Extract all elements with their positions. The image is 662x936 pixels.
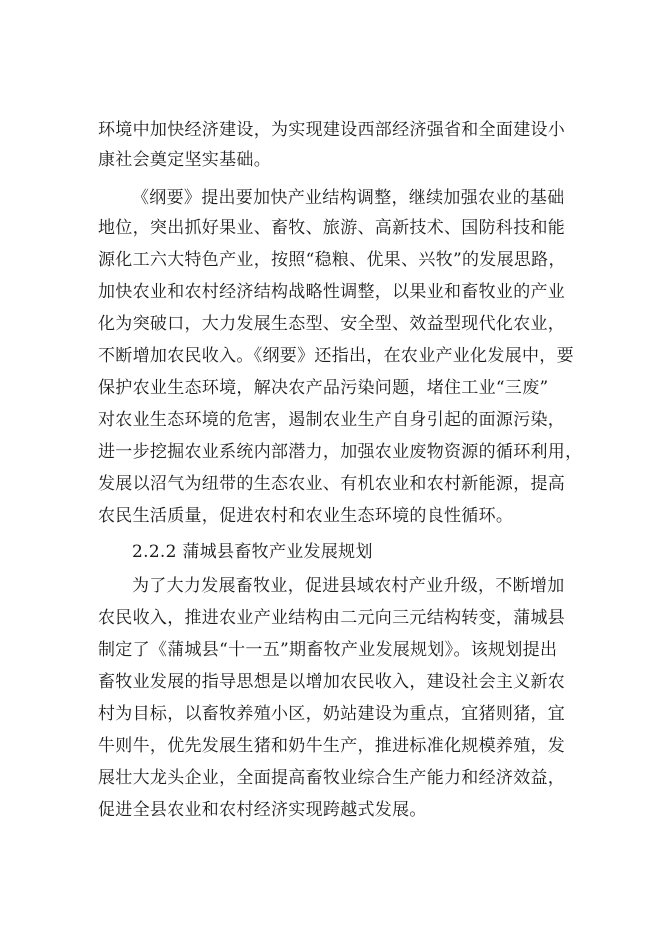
paragraph-line: 化为突破口，大力发展生态型、安全型、效益型现代化农业， bbox=[98, 314, 566, 334]
paragraph-line: 牛则牛，优先发展生猪和奶牛生产，推进标准化规模养殖，发 bbox=[98, 736, 566, 756]
paragraph-line: 畜牧业发展的指导思想是以增加农民收入，建设社会主义新农 bbox=[98, 672, 566, 692]
paragraph-line: 源化工六大特色产业，按照“稳粮、优果、兴牧”的发展思路， bbox=[98, 250, 566, 270]
paragraph-line: 环境中加快经济建设，为实现建设西部经济强省和全面建设小 bbox=[98, 120, 566, 140]
paragraph-line: 农民收入，推进农业产业结构由二元向三元结构转变，蒲城县 bbox=[98, 608, 566, 628]
paragraph-line: 村为目标，以畜牧养殖小区，奶站建设为重点，宜猪则猪，宜 bbox=[98, 704, 566, 724]
paragraph-line: 发展以沼气为纽带的生态农业、有机农业和农村新能源，提高 bbox=[98, 474, 566, 494]
paragraph-line: 展壮大龙头企业，全面提高畜牧业综合生产能力和经济效益， bbox=[98, 768, 566, 788]
paragraph-line: 地位，突出抓好果业、畜牧、旅游、高新技术、国防科技和能 bbox=[98, 218, 566, 238]
paragraph-line: 加快农业和农村经济结构战略性调整，以果业和畜牧业的产业 bbox=[98, 282, 566, 302]
paragraph-line: 为了大力发展畜牧业，促进县域农村产业升级，不断增加 bbox=[132, 576, 565, 596]
paragraph-line: 保护农业生态环境，解决农产品污染问题，堵住工业“三废” bbox=[98, 378, 549, 398]
paragraph-line: 康社会奠定坚实基础。 bbox=[98, 150, 271, 170]
paragraph-line: 对农业生态环境的危害，遏制农业生产自身引起的面源污染， bbox=[98, 410, 566, 430]
paragraph-line: 制定了《蒲城县“十一五”期畜牧产业发展规划》。该规划提出 bbox=[98, 640, 558, 660]
paragraph-line: 不断增加农民收入。《纲要》还指出，在农业产业化发展中，要 bbox=[98, 346, 574, 366]
paragraph-line: 《纲要》提出要加快产业结构调整，继续加强农业的基础 bbox=[132, 188, 565, 208]
paragraph-line: 农民生活质量，促进农村和农业生态环境的良性循环。 bbox=[98, 506, 514, 526]
paragraph-line: 进一步挖掘农业系统内部潜力，加强农业废物资源的循环利用， bbox=[98, 442, 583, 462]
section-heading: 2.2.2 蒲城县畜牧产业发展规划 bbox=[132, 542, 373, 562]
paragraph-line: 促进全县农业和农村经济实现跨越式发展。 bbox=[98, 800, 427, 820]
